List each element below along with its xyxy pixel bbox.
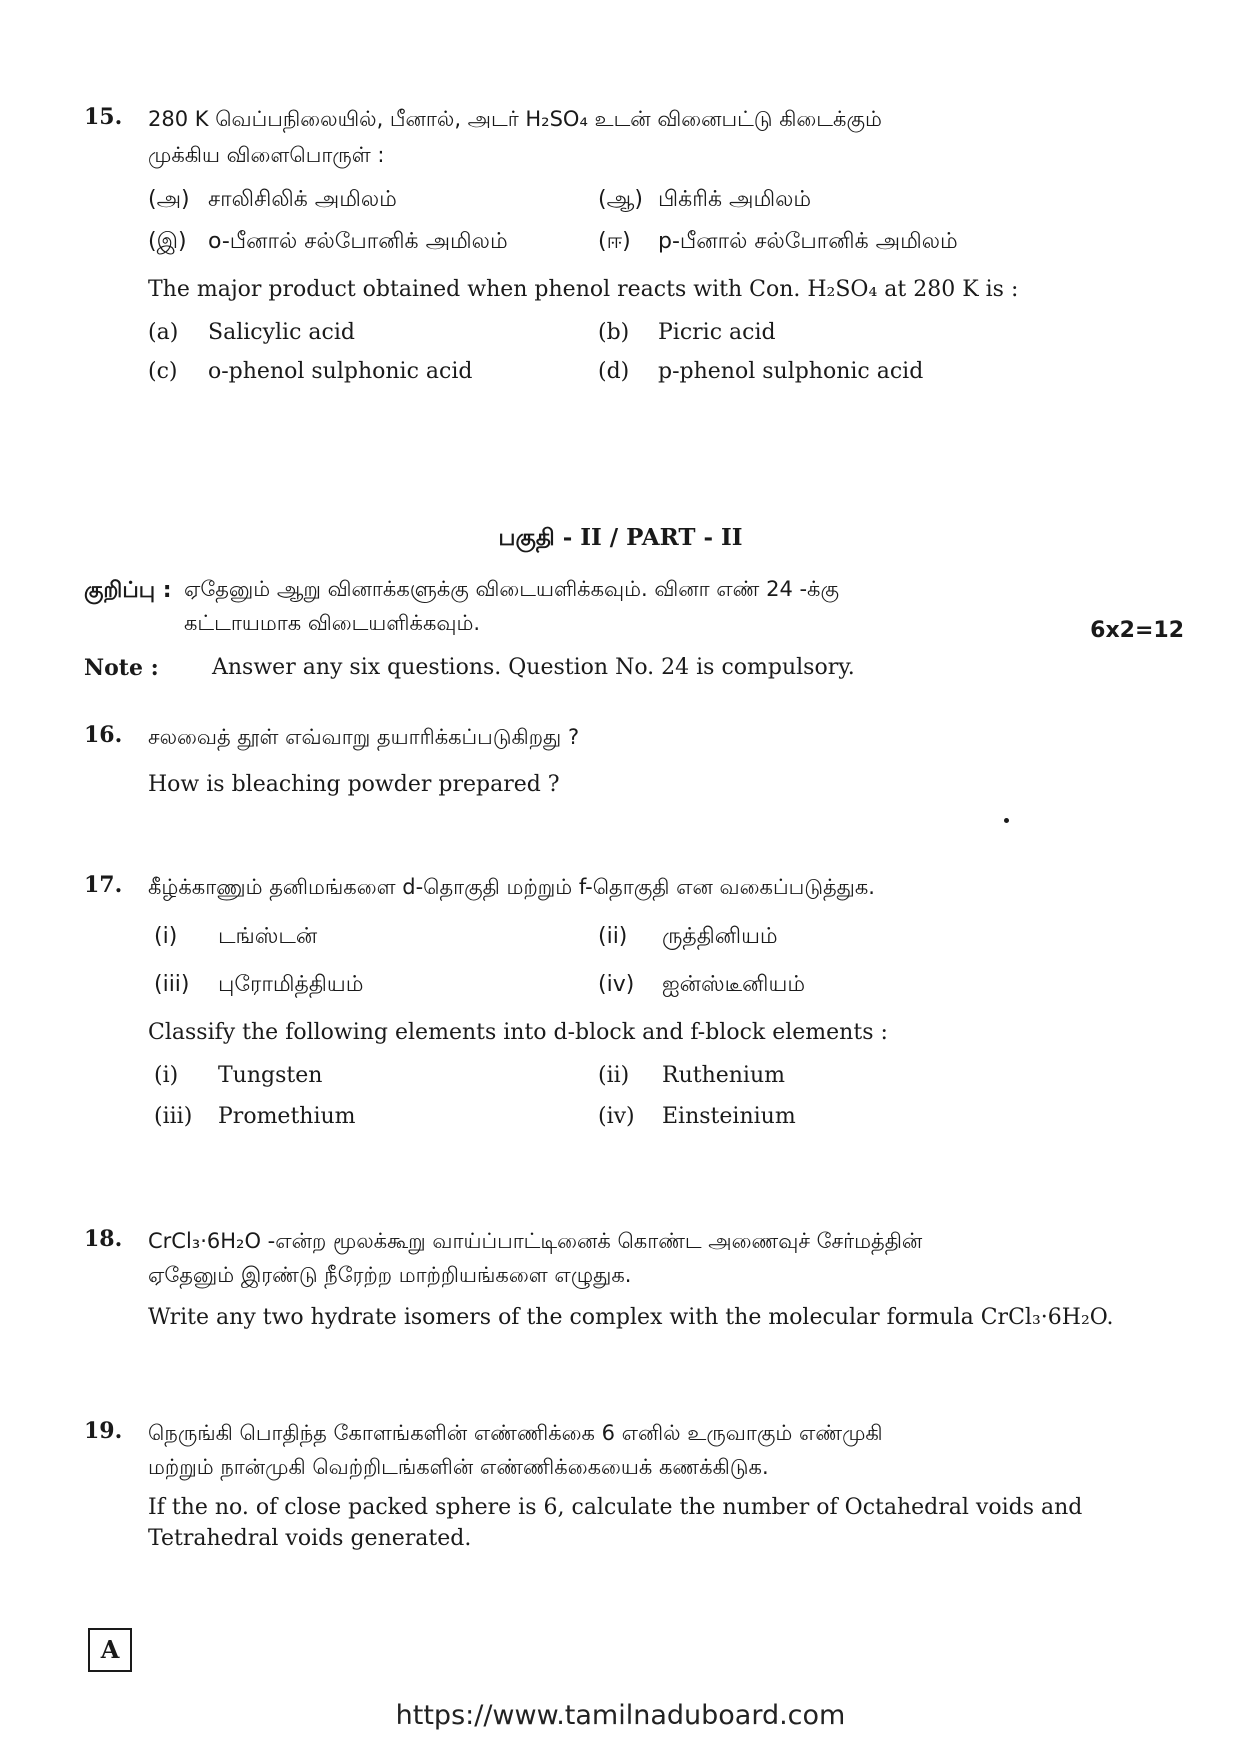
option-text: o-பீனால் சல்போனிக் அமிலம் (208, 229, 508, 254)
option (148, 359, 598, 384)
question-number: 18. (84, 1226, 123, 1252)
question-19 (84, 1418, 1184, 1555)
option (598, 1063, 1042, 1088)
option (154, 924, 598, 952)
option-text: p-phenol sulphonic acid (658, 359, 924, 384)
option-text: Promethium (218, 1103, 356, 1129)
option-label: (iv) (598, 1103, 635, 1129)
option (154, 972, 598, 1000)
option-text: பிக்ரிக் அமிலம் (658, 187, 812, 212)
question-16 (84, 722, 1184, 815)
option-text: டங்ஸ்டன் (218, 923, 318, 949)
option-label: (iii) (154, 1103, 193, 1129)
option-label: (a) (148, 320, 179, 345)
question-text-tamil: CrCl₃·6H₂O -என்ற மூலக்கூறு வாய்ப்பாட்டினைக் கொண்ட அணைவுச் சேர்மத்தின் (148, 1229, 923, 1253)
option (598, 359, 1048, 384)
option (598, 972, 1042, 1000)
question-number: 17. (84, 872, 123, 898)
option-text: Einsteinium (662, 1103, 796, 1129)
question-15 (84, 104, 1184, 400)
question-text-english: Write any two hydrate isomers of the complex with the molecular formula CrCl₃·6H₂O. (148, 1305, 1114, 1330)
option (154, 1063, 598, 1088)
question-number: 16. (84, 722, 123, 748)
option-text: சாலிசிலிக் அமிலம் (208, 187, 397, 212)
question-text-tamil: கீழ்க்காணும் தனிமங்களை d-தொகுதி மற்றும் f-தொகுதி என வகைப்படுத்துக. (148, 875, 875, 899)
question-text-english: Tetrahedral voids generated. (148, 1525, 472, 1551)
option (598, 1104, 1042, 1129)
option-text: o-phenol sulphonic acid (208, 359, 473, 384)
option-label: (i) (154, 923, 178, 949)
question-text-tamil: முக்கிய விளைபொருள் : (148, 142, 385, 167)
options-tamil (148, 187, 1184, 257)
stray-mark (1004, 818, 1009, 823)
question-text-tamil: மற்றும் நான்முகி வெற்றிடங்களின் எண்ணிக்கையைக் கணக்கிடுக. (148, 1454, 769, 1479)
question-text-tamil: சலவைத் தூள் எவ்வாறு தயாரிக்கப்படுகிறது ? (148, 725, 580, 749)
question-text-english: How is bleaching powder prepared ? (148, 771, 560, 797)
tamil-note (84, 574, 1184, 639)
english-note (84, 655, 1184, 681)
option-text: புரோமித்தியம் (218, 971, 364, 997)
option-label: (ii) (598, 923, 628, 949)
option (598, 320, 1048, 345)
question-18 (84, 1226, 1184, 1348)
options-tamil (154, 924, 1184, 1000)
option (598, 187, 1048, 215)
note-text-tamil: கட்டாயமாக விடையளிக்கவும். (184, 610, 481, 635)
option-text: Tungsten (218, 1062, 323, 1088)
option (148, 187, 598, 215)
question-text-english: Classify the following elements into d-block and f-block elements : (148, 1019, 888, 1045)
option-label: (d) (598, 359, 630, 384)
question-number: 15. (84, 104, 123, 130)
option-label: (c) (148, 359, 178, 384)
instructions (84, 574, 1184, 681)
question-number: 19. (84, 1418, 123, 1444)
paper-code-box: A (88, 1628, 132, 1672)
question-17 (84, 872, 1184, 1145)
option-label: (இ) (148, 229, 187, 254)
option (148, 320, 598, 345)
option-text: ருத்தினியம் (662, 923, 778, 949)
option (154, 1104, 598, 1129)
option-text: Picric acid (658, 320, 776, 345)
option-text: ஐன்ஸ்டீனியம் (662, 971, 806, 997)
section-title: பகுதி - II / PART - II (498, 524, 743, 551)
marks-allocation: 6x2=12 (1090, 618, 1184, 643)
question-text-english: The major product obtained when phenol reacts with Con. H₂SO₄ at 280 K is : (148, 277, 1019, 302)
question-text-tamil: நெருங்கி பொதிந்த கோளங்களின் எண்ணிக்கை 6 எனில் உருவாகும் எண்முகி (148, 1421, 883, 1445)
option-text: p-பீனால் சல்போனிக் அமிலம் (658, 229, 958, 254)
option (598, 924, 1042, 952)
options-english (154, 1063, 1184, 1129)
option-label: (i) (154, 1062, 179, 1088)
note-text-english: Answer any six questions. Question No. 24 is compulsory. (212, 655, 855, 680)
option-label: (அ) (148, 187, 190, 212)
option (598, 229, 1048, 257)
option (148, 229, 598, 257)
question-text-tamil: 280 K வெப்பநிலையில், பீனால், அடர் H₂SO₄ உடன் வினைபட்டு கிடைக்கும் (148, 107, 882, 131)
note-label-english: Note : (84, 655, 159, 681)
option-label: (ஆ) (598, 187, 643, 212)
option-label: (ii) (598, 1062, 630, 1088)
note-text-tamil: ஏதேனும் ஆறு வினாக்களுக்கு விடையளிக்கவும். வினா எண் 24 -க்கு (184, 577, 840, 601)
question-text-english: If the no. of close packed sphere is 6, calculate the number of Octahedral voids and (148, 1495, 1083, 1520)
option-label: (iv) (598, 971, 635, 997)
option-text: Salicylic acid (208, 320, 355, 345)
question-text-tamil: ஏதேனும் இரண்டு நீரேற்ற மாற்றியங்களை எழுதுக. (148, 1262, 632, 1287)
option-label: (iii) (154, 971, 190, 997)
option-text: Ruthenium (662, 1062, 785, 1088)
footer-url[interactable]: https://www.tamilnaduboard.com (395, 1700, 846, 1731)
options-english (148, 320, 1184, 384)
note-label-tamil: குறிப்பு : (84, 578, 172, 603)
option-label: (ஈ) (598, 229, 631, 254)
option-label: (b) (598, 320, 630, 345)
